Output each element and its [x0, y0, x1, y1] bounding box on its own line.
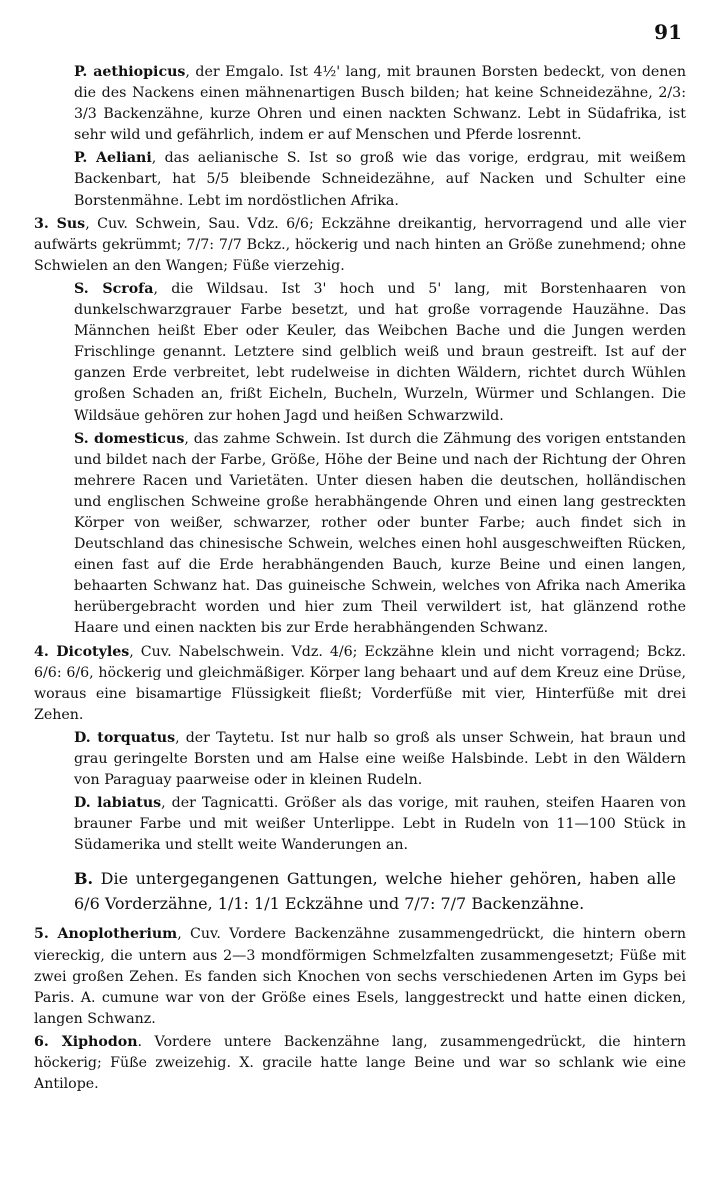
entry-s-scrofa — [34, 279, 686, 427]
entry-dicotyles — [34, 642, 686, 726]
entry-d-labiatus — [34, 793, 686, 856]
entry-text: , Cuv. Nabelschwein. Vdz. 4/6; Eckzähne klein und nicht vorragend; Bckz. 6/6: 6/6, höckerig und gleichmäßiger. Körper lang behaart und auf dem Kreuz eine Drüse, woraus eine bisamartige Flüssigkeit fließt; Vorderfüße mit vier, Hinterfüße mit drei Zehen. — [34, 643, 686, 723]
taxon-name: S. Scrofa — [74, 280, 154, 297]
entry-d-torquatus — [34, 728, 686, 791]
entry-text: , der Emgalo. Ist 4½' lang, mit braunen Borsten bedeckt, von denen die des Nackens einen mähnenartigen Busch bilden; hat keine Schneidezähne, 2/3: 3/3 Backenzähne, kurze Ohren und einen nackten Schwanz. Lebt in Südafrika, ist sehr wild und gefährlich, indem er auf Menschen und Pferde losrennt. — [74, 64, 687, 144]
section-b-heading — [34, 866, 686, 916]
entry-xiphodon — [34, 1032, 686, 1095]
entry-text: , der Taytetu. Ist nur halb so groß als unser Schwein, hat braun und grau geringelte Borsten und am Halse eine weiße Halsbinde. Lebt in den Wäldern von Paraguay paarweise oder in kleinen Rudeln. — [74, 729, 686, 789]
entry-text: , der Tagnicatti. Größer als das vorige, mit rauhen, steifen Haaren von brauner Farbe und mit weißer Unterlippe. Lebt in Rudeln von 11—100 Stück in Südamerika und stellt weite Wanderungen an. — [74, 795, 686, 854]
entry-text: , Cuv. Vordere Backenzähne zusammengedrückt, die hintern obern viereckig, die untern aus 2—3 mondförmigen Schmelzfalten zusammengesetzt; Füße mit zwei großen Zehen. Es fanden sich Knochen von sechs verschiedenen Arten im Gyps bei Paris. A. cumune war von der Größe eines Esels, langgestreckt und hatte einen dicken, langen Schwanz. — [34, 926, 686, 1027]
section-text: Die untergegangenen Gattungen, welche hieher gehören, haben alle 6/6 Vorderzähne, 1/1: 1/1 Eckzähne und 7/7: 7/7 Backenzähne. — [74, 869, 676, 914]
entry-text: , das aelianische S. Ist so groß wie das vorige, erdgrau, mit weißem Backenbart, hat 5/5 bleibende Schneidezähne, auf Nacken und Schulter eine Borstenmähne. Lebt im nordöstlichen Afrika. — [74, 150, 686, 209]
taxon-name: P. Aeliani — [74, 150, 152, 167]
genus-name: 4. Dicotyles — [34, 643, 130, 660]
entry-text: , das zahme Schwein. Ist durch die Zähmung des vorigen entstanden und bildet nach der Farbe, Größe, Höhe der Beine und nach der Richtung der Ohren mehrere Racen und Varietäten. Unter diesen haben die deutschen, holländischen und englischen Schweine große herabhängende Ohren und einen lang gestreckten Körper von weißer, schwarzer, rother oder bunter Farbe; auch findet sich in Deutschland das chinesische Schwein, welches einen hohl ausgeschweiften Rücken, einen fast auf die Erde herabhängenden Bauch, kurze Beine und einen langen, behaarten Schwanz hat. Das guineische Schwein, welches von Afrika nach Amerika herübergebracht worden und hier zum Theil verwildert ist, hat glänzend rothe Haare und einen nackten bis zur Erde herabhängenden Schwanz. — [74, 430, 686, 637]
genus-name: 3. Sus — [34, 215, 86, 232]
entry-text: . Vordere untere Backenzähne lang, zusammengedrückt, die hintern höckerig; Füße zweizehig. X. gracile hatte lange Beine und war so schlank wie eine Antilope. — [34, 1033, 686, 1093]
genus-name: 5. Anoplotherium — [34, 926, 178, 943]
entry-text: , die Wildsau. Ist 3' hoch und 5' lang, mit Borstenhaaren von dunkelschwarzgrauer Farbe besetzt, und hat große vorragende Hauzähne. Das Männchen heißt Eber oder Keuler, das Weibchen Bache und die Jungen werden Frischlinge genannt. Letztere sind gelblich weiß und braun gestreift. Ist auf der ganzen Erde verbreitet, lebt rudelweise in dichten Wäldern, richtet durch Wühlen großen Schaden an, frißt Eicheln, Bucheln, Wurzeln, Würmer und Schlangen. Die Wildsäue gehören zur hohen Jagd und heißen Schwarzwild. — [74, 280, 686, 424]
page-text — [34, 62, 686, 1097]
entry-p-aeliani — [34, 148, 686, 211]
entry-text: , Cuv. Schwein, Sau. Vdz. 6/6; Eckzähne dreikantig, hervorragend und alle vier aufwärts gekrümmt; 7/7: 7/7 Bckz., höckerig und nach hinten an Größe zunehmend; ohne Schwielen an den Wangen; Füße vierzehig. — [34, 215, 686, 274]
genus-name: 6. Xiphodon — [34, 1033, 138, 1050]
taxon-name: P. aethiopicus — [74, 64, 186, 80]
entry-anoplotherium — [34, 924, 686, 1029]
taxon-name: D. labiatus — [74, 795, 162, 812]
page-number: 91 — [654, 20, 682, 44]
entry-sus — [34, 214, 686, 277]
taxon-name: S. domesticus — [74, 430, 185, 447]
entry-s-domesticus — [34, 429, 686, 640]
section-label: B. — [74, 869, 94, 889]
taxon-name: D. torquatus — [74, 729, 176, 746]
entry-p-aethiopicus — [34, 62, 686, 146]
